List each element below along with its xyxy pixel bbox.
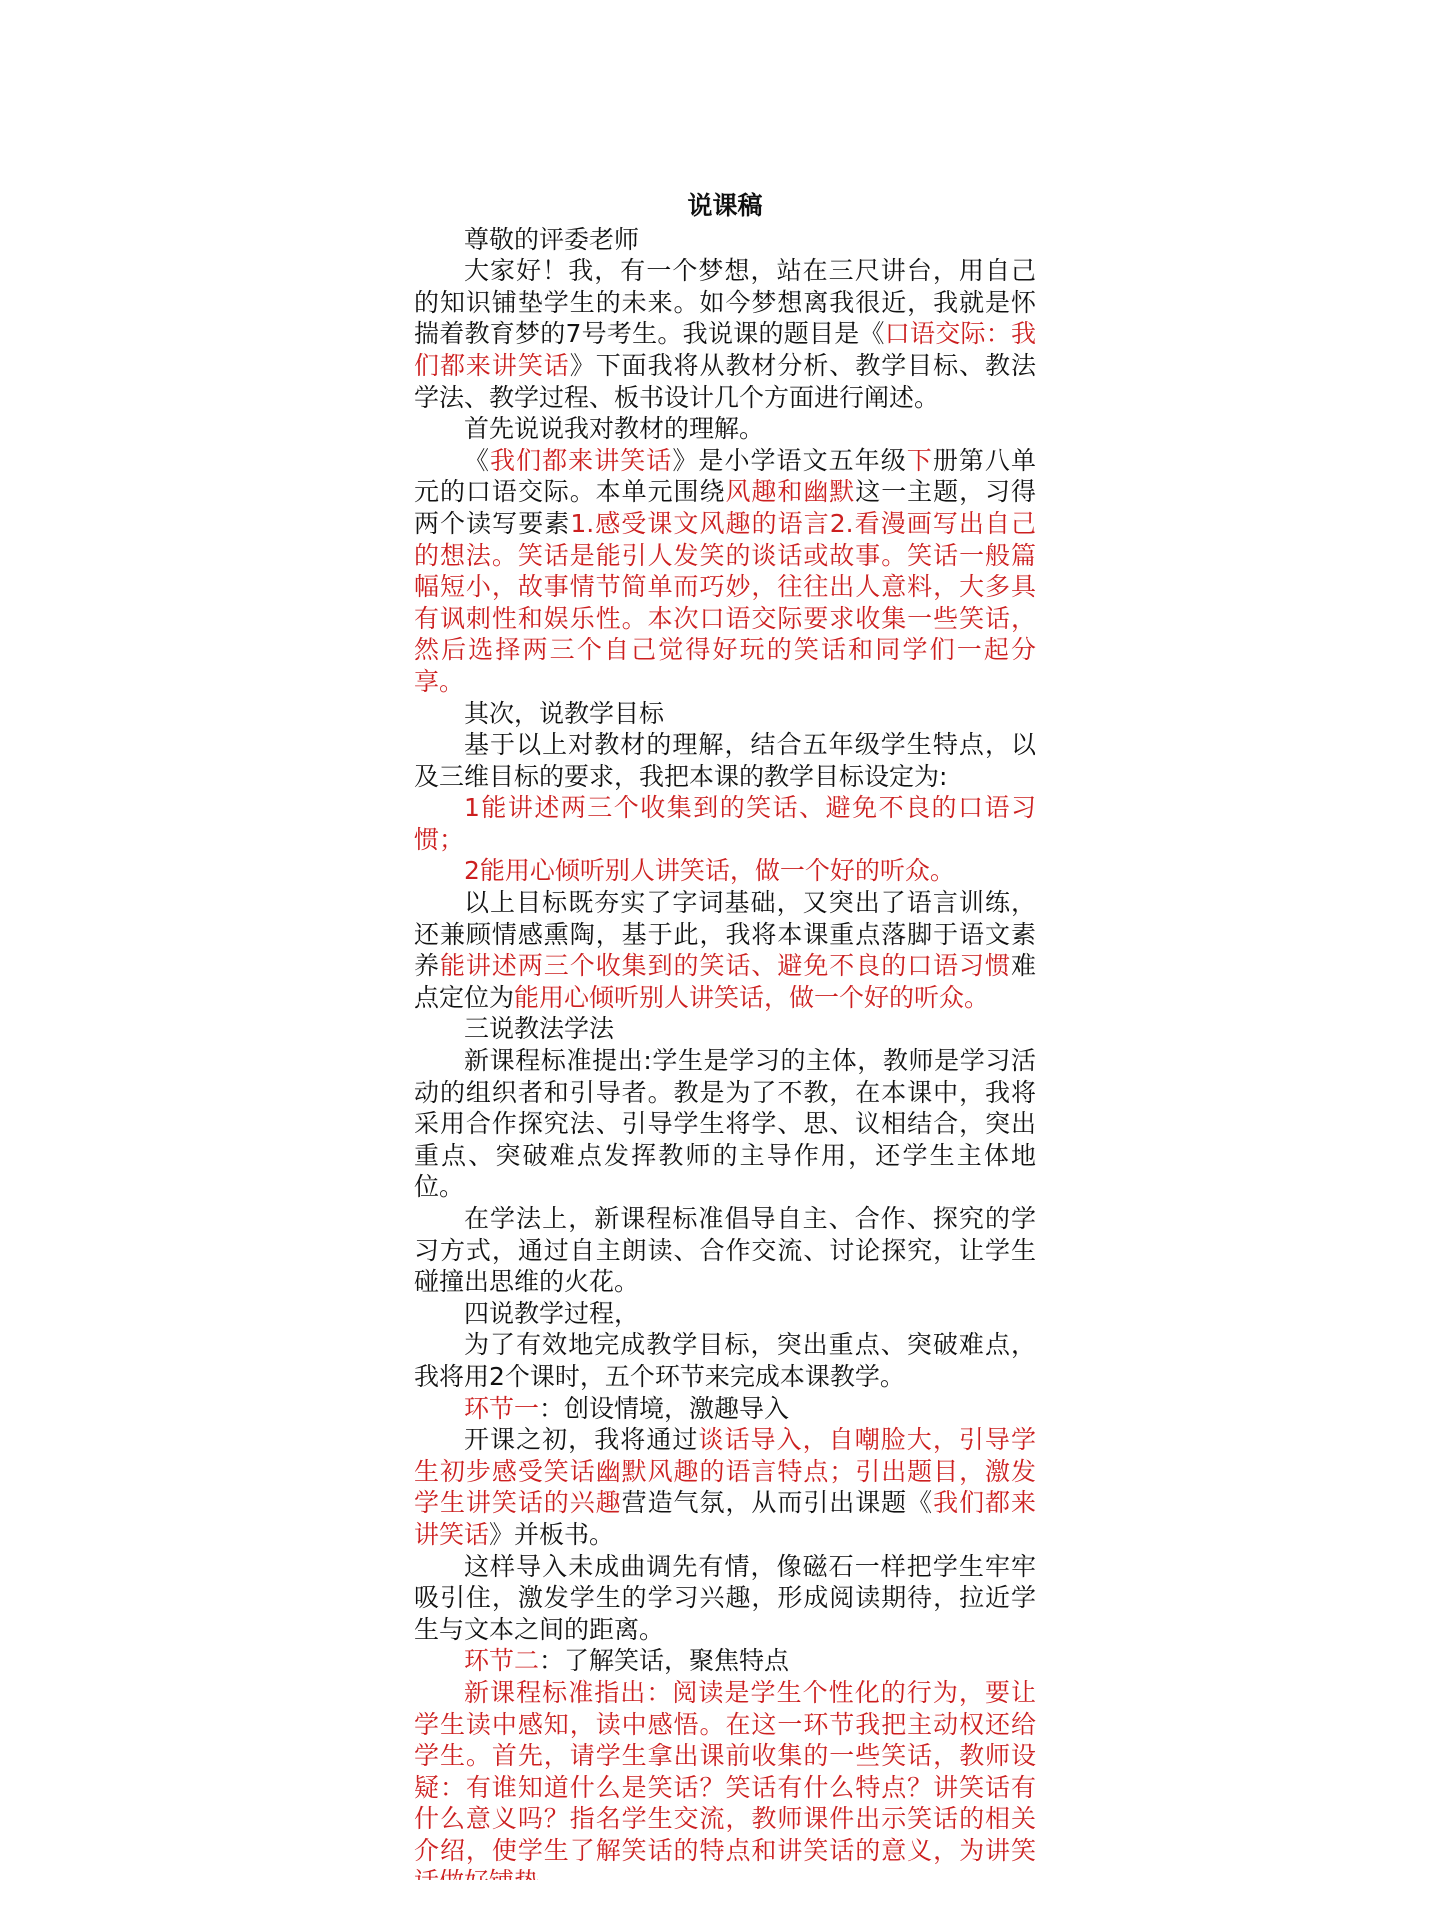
text-run: 其次，说教学目标 bbox=[464, 698, 665, 728]
text-run: 营造气氛，从而引出课题《 bbox=[621, 1488, 934, 1518]
highlighted-text: 风趣和幽默 bbox=[725, 477, 856, 507]
paragraph bbox=[414, 1393, 1036, 1425]
paragraph bbox=[414, 887, 1036, 1013]
paragraph bbox=[414, 1677, 1036, 1898]
paragraph bbox=[414, 1203, 1036, 1298]
paragraph bbox=[414, 413, 1036, 445]
paragraph bbox=[414, 1013, 1036, 1045]
text-run: 开课之初，我将通过 bbox=[464, 1425, 699, 1455]
text-run: 这一主题，习得两个读写要素 bbox=[414, 477, 1036, 538]
text-run: 基于以上对教材的理解，结合五年级学生特点，以及三维目标的要求，我把本课的教学目标设定为: bbox=[414, 730, 1036, 791]
paragraph bbox=[414, 1329, 1036, 1392]
highlighted-text: 新课程标准指出：阅读是学生个性化的行为，要让学生读中感知，读中感悟。在这一环节我把主动权还给学生。首先，请学生拿出课前收集的一些笑话，教师设疑：有谁知道什么是笑话？笑话有什么特点？讲笑话有什么意义吗？指名学生交流，教师课件出示笑话的相关介绍，使学生了解笑话的特点和讲笑话的意义，为讲笑 bbox=[414, 1677, 1036, 1865]
paragraph bbox=[414, 1551, 1036, 1646]
text-run: 尊敬的评委老师 bbox=[464, 224, 640, 254]
paragraph bbox=[414, 445, 1036, 698]
text-run: 》是小学语文五年级 bbox=[672, 445, 907, 475]
text-run: 四说教学过程， bbox=[464, 1298, 640, 1328]
text-run: 大家好！我，有一个梦想，站在三尺讲台，用自己的知识铺垫学生的未来。如今梦想离我很近，我就是怀揣着教育梦的7号考生。我说课的题目是《 bbox=[414, 256, 1036, 349]
highlighted-text: 环节二 bbox=[464, 1646, 540, 1676]
text-run: 》并板书。 bbox=[489, 1519, 615, 1549]
highlighted-text: 口语交际：我们都来讲笑话 bbox=[414, 319, 1036, 380]
page-bottom-cutoff bbox=[0, 1880, 1440, 1920]
text-run: 《 bbox=[464, 445, 491, 475]
paragraph bbox=[414, 1645, 1036, 1677]
text-run: 为了有效地完成教学目标，突出重点、突破难点，我将用2个课时，五个环节来完成本课教学。 bbox=[414, 1330, 1036, 1391]
text-run: 新课程标准提出:学生是学习的主体，教师是学习活动的组织者和引导者。教是为了不教，在本课中，我将采用合作探究法、引导学生将学、思、议相结合，突出重点、突破难点发挥教师的主导作用，还学生主体地位。 bbox=[414, 1046, 1036, 1202]
text-run: 首先说说我对教材的理解。 bbox=[464, 414, 765, 444]
text-run: 以上目标既夯实了字词基础，又突出了语言训练，还兼顾情感熏陶，基于此，我将本课重点落脚于语文素养 bbox=[414, 888, 1036, 981]
paragraph bbox=[414, 698, 1036, 730]
highlighted-text: 1能讲述两三个收集到的笑话、避免不良的口语习惯； bbox=[414, 793, 1036, 854]
highlighted-text: 下 bbox=[906, 445, 933, 475]
paragraph bbox=[414, 855, 1036, 887]
text-run: 三说教法学法 bbox=[464, 1014, 615, 1044]
document-page bbox=[414, 190, 1036, 1898]
paragraph bbox=[414, 792, 1036, 855]
text-run: 》下面我将从教材分析、教学目标、教法学法、教学过程、板书设计几个方面进行阐述。 bbox=[414, 350, 1036, 412]
highlighted-text: 我们都来讲笑话 bbox=[490, 445, 673, 475]
paragraph bbox=[414, 255, 1036, 413]
text-run: 难点定位为 bbox=[414, 951, 1036, 1012]
paragraph bbox=[414, 1045, 1036, 1203]
paragraph bbox=[414, 729, 1036, 792]
highlighted-text: 能用心倾听别人讲笑话，做一个好的听众。 bbox=[514, 982, 990, 1012]
text-run: 册第八单元的口语交际。本单元围绕 bbox=[414, 445, 1036, 507]
document-title: 说课稿 bbox=[687, 191, 763, 220]
highlighted-text: 环节一 bbox=[464, 1393, 540, 1423]
paragraph bbox=[414, 1298, 1036, 1330]
text-run: ：创设情境，激趣导入 bbox=[539, 1393, 790, 1423]
document-body bbox=[414, 224, 1036, 1898]
text-run: ：了解笑话，聚焦特点 bbox=[539, 1646, 790, 1676]
text-run: 在学法上，新课程标准倡导自主、合作、探究的学习方式，通过自主朗读、合作交流、讨论探究，让学生碰撞出思维的火花。 bbox=[414, 1204, 1036, 1297]
highlighted-text: 2能用心倾听别人讲笑话，做一个好的听众。 bbox=[464, 856, 955, 886]
highlighted-text: 谈话导入，自嘲脸大，引导学生初步感受笑话幽默风趣的语言特点；引出题目，激发学生讲笑话的兴趣 bbox=[414, 1425, 1036, 1518]
text-run: 这样导入未成曲调先有情，像磁石一样把学生牢牢吸引住，激发学生的学习兴趣，形成阅读期待，拉近学生与文本之间的距离。 bbox=[414, 1551, 1036, 1644]
paragraph bbox=[414, 1424, 1036, 1550]
highlighted-text: 我们都来讲笑话 bbox=[414, 1488, 1036, 1549]
highlighted-text: 能讲述两三个收集到的笑话、避免不良的口语习惯 bbox=[439, 951, 1011, 981]
paragraph bbox=[414, 224, 1036, 256]
highlighted-text: 1.感受课文风趣的语言2.看漫画写出自己的想法。笑话是能引人发笑的谈话或故事。笑话一般篇幅短小，故事情节简单而巧妙，往往出人意料，大多具有讽刺性和娱乐性。本次口语交际要求收集一些笑话，然后选择两三个自己觉得好玩的笑话和同学们一起分享。 bbox=[414, 508, 1036, 696]
